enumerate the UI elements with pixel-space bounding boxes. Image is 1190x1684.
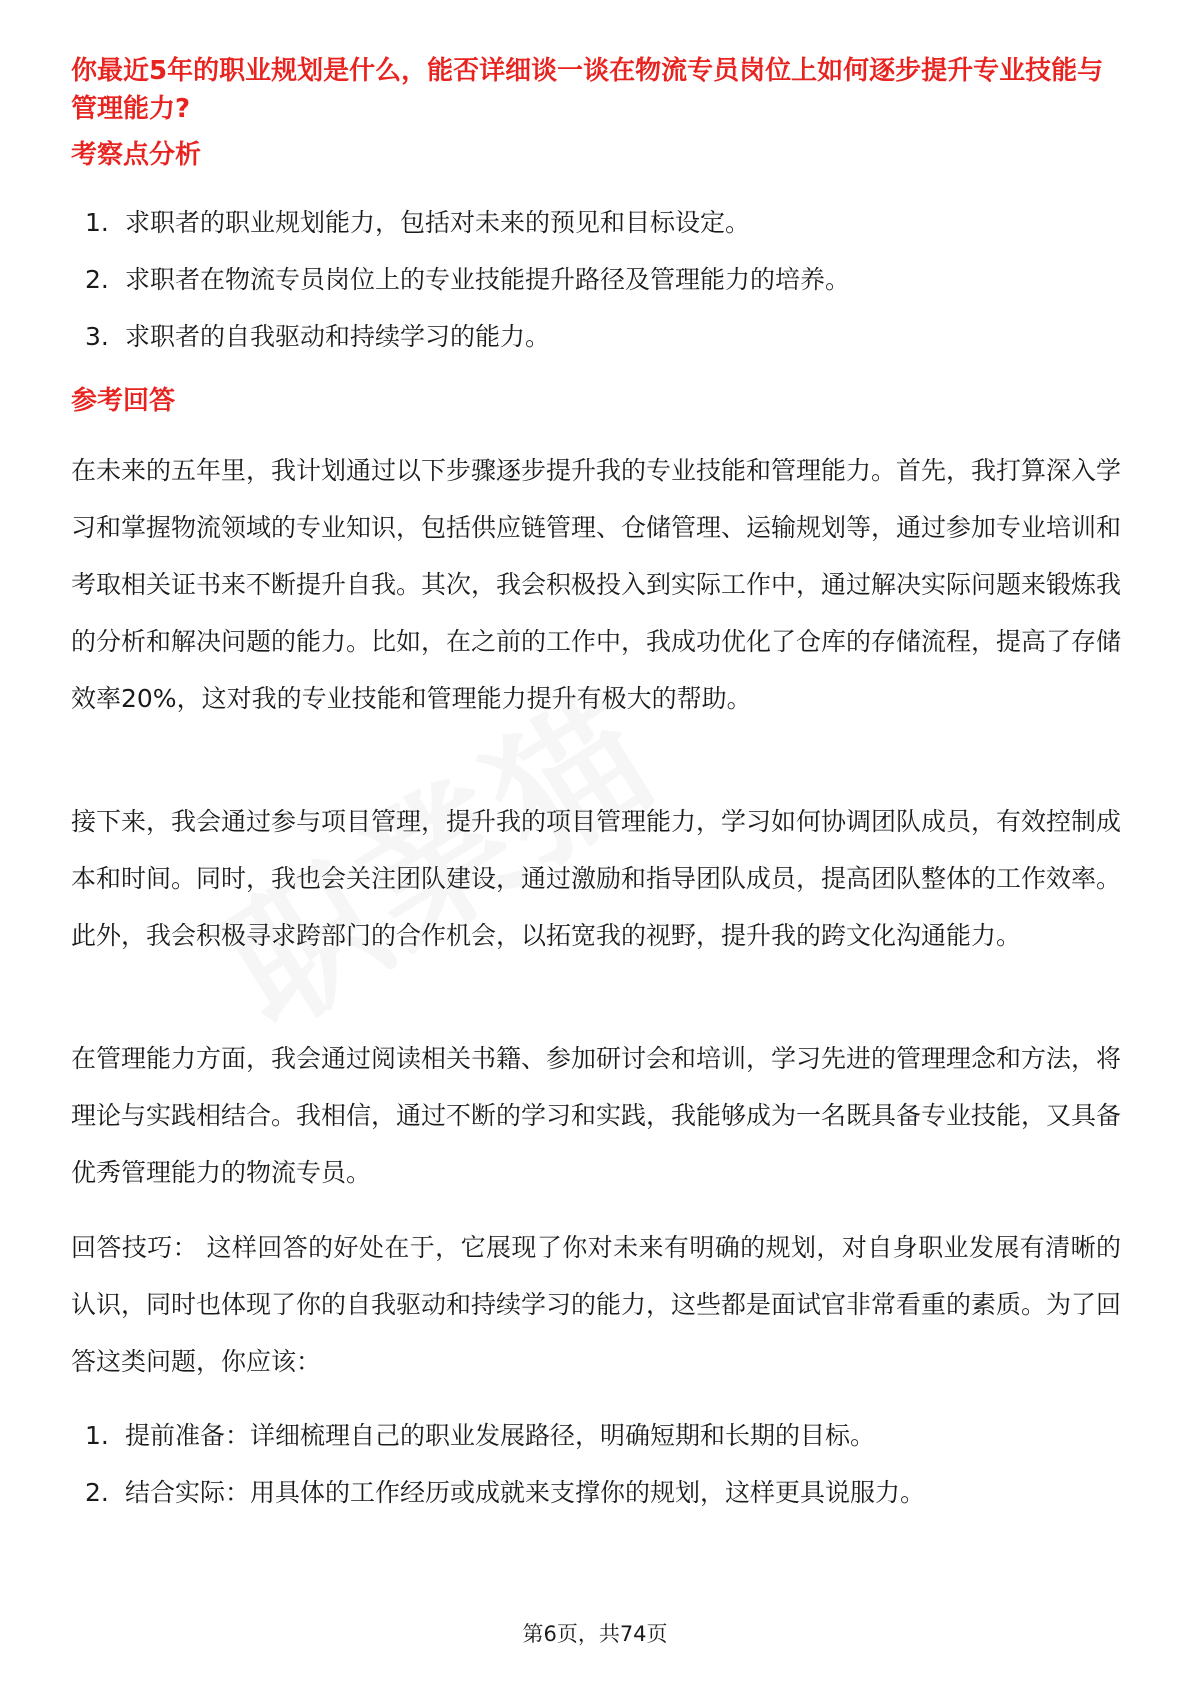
answer-tips-paragraph: 回答技巧： 这样回答的好处在于，它展现了你对未来有明确的规划，对自身职业发展有清晰的认识，同时也体现了你的自我驱动和持续学习的能力，这些都是面试官非常看重的素质。为了回答这类问题，你应该： (71, 1233, 1122, 1376)
answer-section-title: 参考回答 (71, 386, 176, 416)
tips-list (71, 1407, 1121, 1521)
analysis-list (71, 194, 1121, 365)
list-item: 3. 求职者的自我驱动和持续学习的能力。 (85, 322, 551, 351)
question-heading: 你最近5年的职业规划是什么，能否详细谈一谈在物流专员岗位上如何逐步提升专业技能与管理能力? (71, 56, 1104, 124)
answer-paragraph: 在未来的五年里，我计划通过以下步骤逐步提升我的专业技能和管理能力。首先，我打算深入学习和掌握物流领域的专业知识，包括供应链管理、仓储管理、运输规划等，通过参加专业培训和考取相关证书来不断提升自我。其次，我会积极投入到实际工作中，通过解决实际问题来锻炼我的分析和解决问题的能力。比如，在之前的工作中，我成功优化了仓库的存储流程，提高了存储效率20%，这对我的专业技能和管理能力提升有极大的帮助。 (71, 456, 1122, 713)
list-item: 2. 求职者在物流专员岗位上的专业技能提升路径及管理能力的培养。 (85, 265, 851, 294)
answer-paragraph: 接下来，我会通过参与项目管理，提升我的项目管理能力，学习如何协调团队成员，有效控制成本和时间。同时，我也会关注团队建设，通过激励和指导团队成员，提高团队整体的工作效率。此外，我会积极寻求跨部门的合作机会，以拓宽我的视野，提升我的跨文化沟通能力。 (71, 807, 1122, 950)
list-item: 2. 结合实际：用具体的工作经历或成就来支撑你的规划，这样更具说服力。 (85, 1478, 926, 1507)
answer-paragraph: 在管理能力方面，我会通过阅读相关书籍、参加研讨会和培训，学习先进的管理理念和方法，将理论与实践相结合。我相信，通过不断的学习和实践，我能够成为一名既具备专业技能，又具备优秀管理能力的物流专员。 (71, 1044, 1122, 1187)
list-item: 1. 提前准备：详细梳理自己的职业发展路径，明确短期和长期的目标。 (85, 1421, 876, 1450)
page-footer: 第6页，共74页 (522, 1622, 668, 1646)
analysis-section-title: 考察点分析 (71, 140, 202, 170)
list-item: 1. 求职者的职业规划能力，包括对未来的预见和目标设定。 (85, 208, 751, 237)
